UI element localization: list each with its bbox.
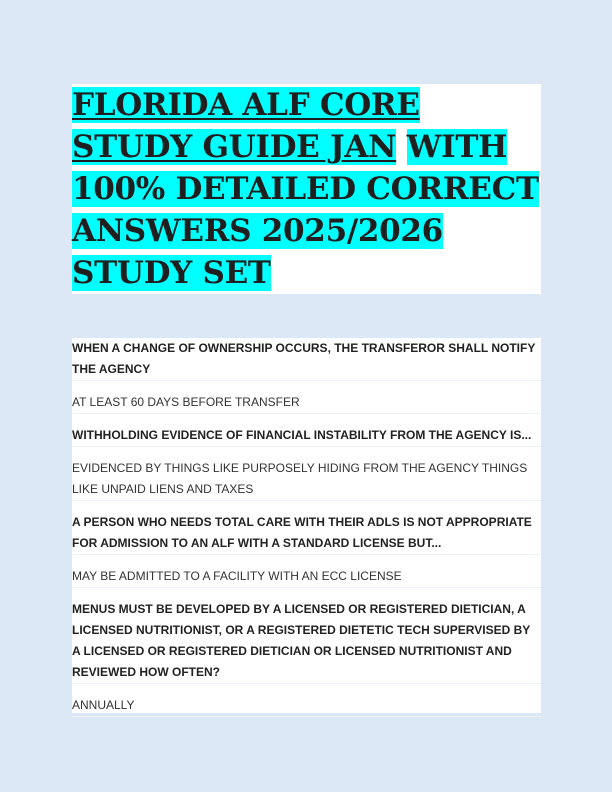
answer-1: AT LEAST 60 DAYS BEFORE TRANSFER — [72, 392, 541, 414]
answer-2: EVIDENCED BY THINGS LIKE PURPOSELY HIDING FROM THE AGENCY THINGS LIKE UNPAID LIENS AND TAXES — [72, 458, 541, 501]
question-3: A PERSON WHO NEEDS TOTAL CARE WITH THEIR ADLS IS NOT APPROPRIATE FOR ADMISSION TO AN ALF WITH A STANDARD LICENSE BUT... — [72, 512, 541, 555]
title-block — [72, 84, 541, 294]
qa-list — [72, 338, 541, 713]
question-1: WHEN A CHANGE OF OWNERSHIP OCCURS, THE TRANSFEROR SHALL NOTIFY THE AGENCY — [72, 338, 541, 381]
title-part-2: WITH 100% DETAILED CORRECT ANSWERS 2025/2026 STUDY SET — [72, 129, 539, 291]
question-4: MENUS MUST BE DEVELOPED BY A LICENSED OR REGISTERED DIETICIAN, A LICENSED NUTRITIONIST, OR A REGISTERED DIETETIC TECH SUPERVISED BY A LICENSED OR REGISTERED DIETICIAN OR LICENSED NUTRITIONIST AND REVIEWED HOW OFTEN? — [72, 599, 541, 684]
answer-3: MAY BE ADMITTED TO A FACILITY WITH AN ECC LICENSE — [72, 566, 541, 588]
title-part-1: FLORIDA ALF CORE STUDY GUIDE JAN — [72, 87, 420, 165]
question-2: WITHHOLDING EVIDENCE OF FINANCIAL INSTABILITY FROM THE AGENCY IS... — [72, 425, 541, 447]
answer-4: ANNUALLY — [72, 695, 541, 717]
document-title — [72, 84, 541, 294]
